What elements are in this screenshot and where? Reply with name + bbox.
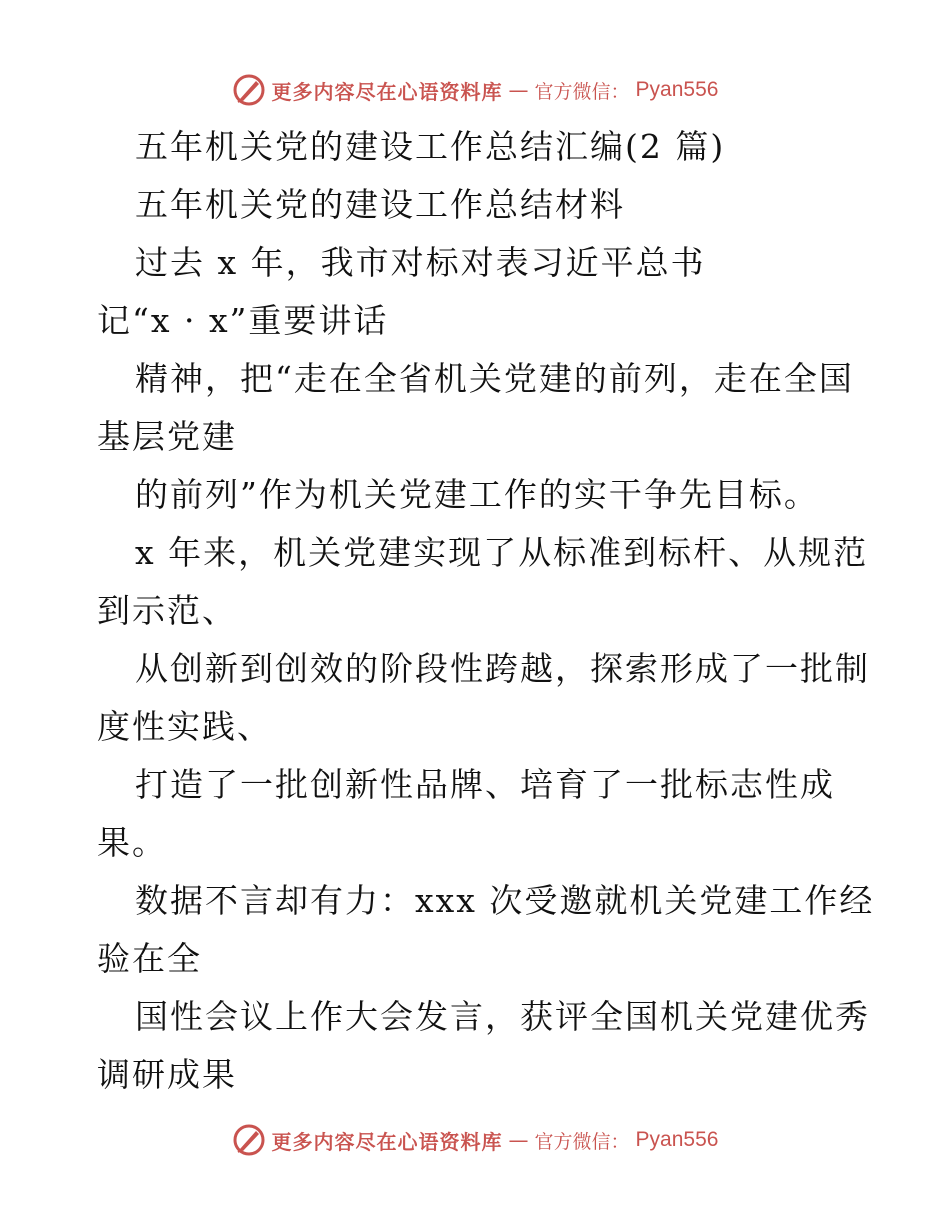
paragraph-line: 记“x · x”重要讲话 (97, 301, 389, 340)
paragraph-line: 过去 x 年，我市对标对表习近平总书 (135, 243, 706, 282)
paragraph-line: 果。 (97, 823, 167, 862)
banner-wechat-id: Pyan556 (635, 1128, 719, 1151)
paragraph-line: 打造了一批创新性品牌、培育了一批标志性成 (135, 765, 835, 804)
paragraph-line: 国性会议上作大会发言，获评全国机关党建优秀 (135, 997, 870, 1036)
quill-logo-icon (232, 73, 266, 107)
banner-dash: — (508, 78, 529, 102)
banner-subtitle: 官方微信： (534, 80, 630, 103)
paragraph-line: 到示范、 (97, 591, 237, 630)
paragraph-line: 精神，把“走在全省机关党建的前列，走在全国 (135, 359, 854, 398)
paragraph-line: 的前列”作为机关党建工作的实干争先目标。 (135, 475, 819, 514)
paragraph-line: 从创新到创效的阶段性跨越，探索形成了一批制 (135, 649, 870, 688)
banner-wechat-id: Pyan556 (635, 78, 719, 101)
paragraph-line: x 年来，机关党建实现了从标准到标杆、从规范 (135, 533, 869, 572)
paragraph-line: 验在全 (97, 939, 202, 978)
document-title: 五年机关党的建设工作总结汇编(2 篇) (135, 127, 726, 166)
header-banner (0, 70, 950, 110)
banner-subtitle: 官方微信： (534, 1130, 630, 1153)
paragraph-line: 数据不言却有力：xxx 次受邀就机关党建工作经 (135, 881, 875, 920)
paragraph-line: 基层党建 (97, 417, 237, 456)
paragraph-line: 调研成果 (97, 1055, 237, 1094)
quill-logo-icon (232, 1123, 266, 1157)
document-subtitle: 五年机关党的建设工作总结材料 (135, 185, 625, 224)
document-body (97, 118, 875, 1104)
banner-title: 更多内容尽在心语资料库 (271, 1129, 503, 1154)
footer-banner (0, 1120, 950, 1160)
banner-dash: — (508, 1128, 529, 1152)
paragraph-line: 度性实践、 (97, 707, 272, 746)
banner-title: 更多内容尽在心语资料库 (271, 79, 503, 104)
